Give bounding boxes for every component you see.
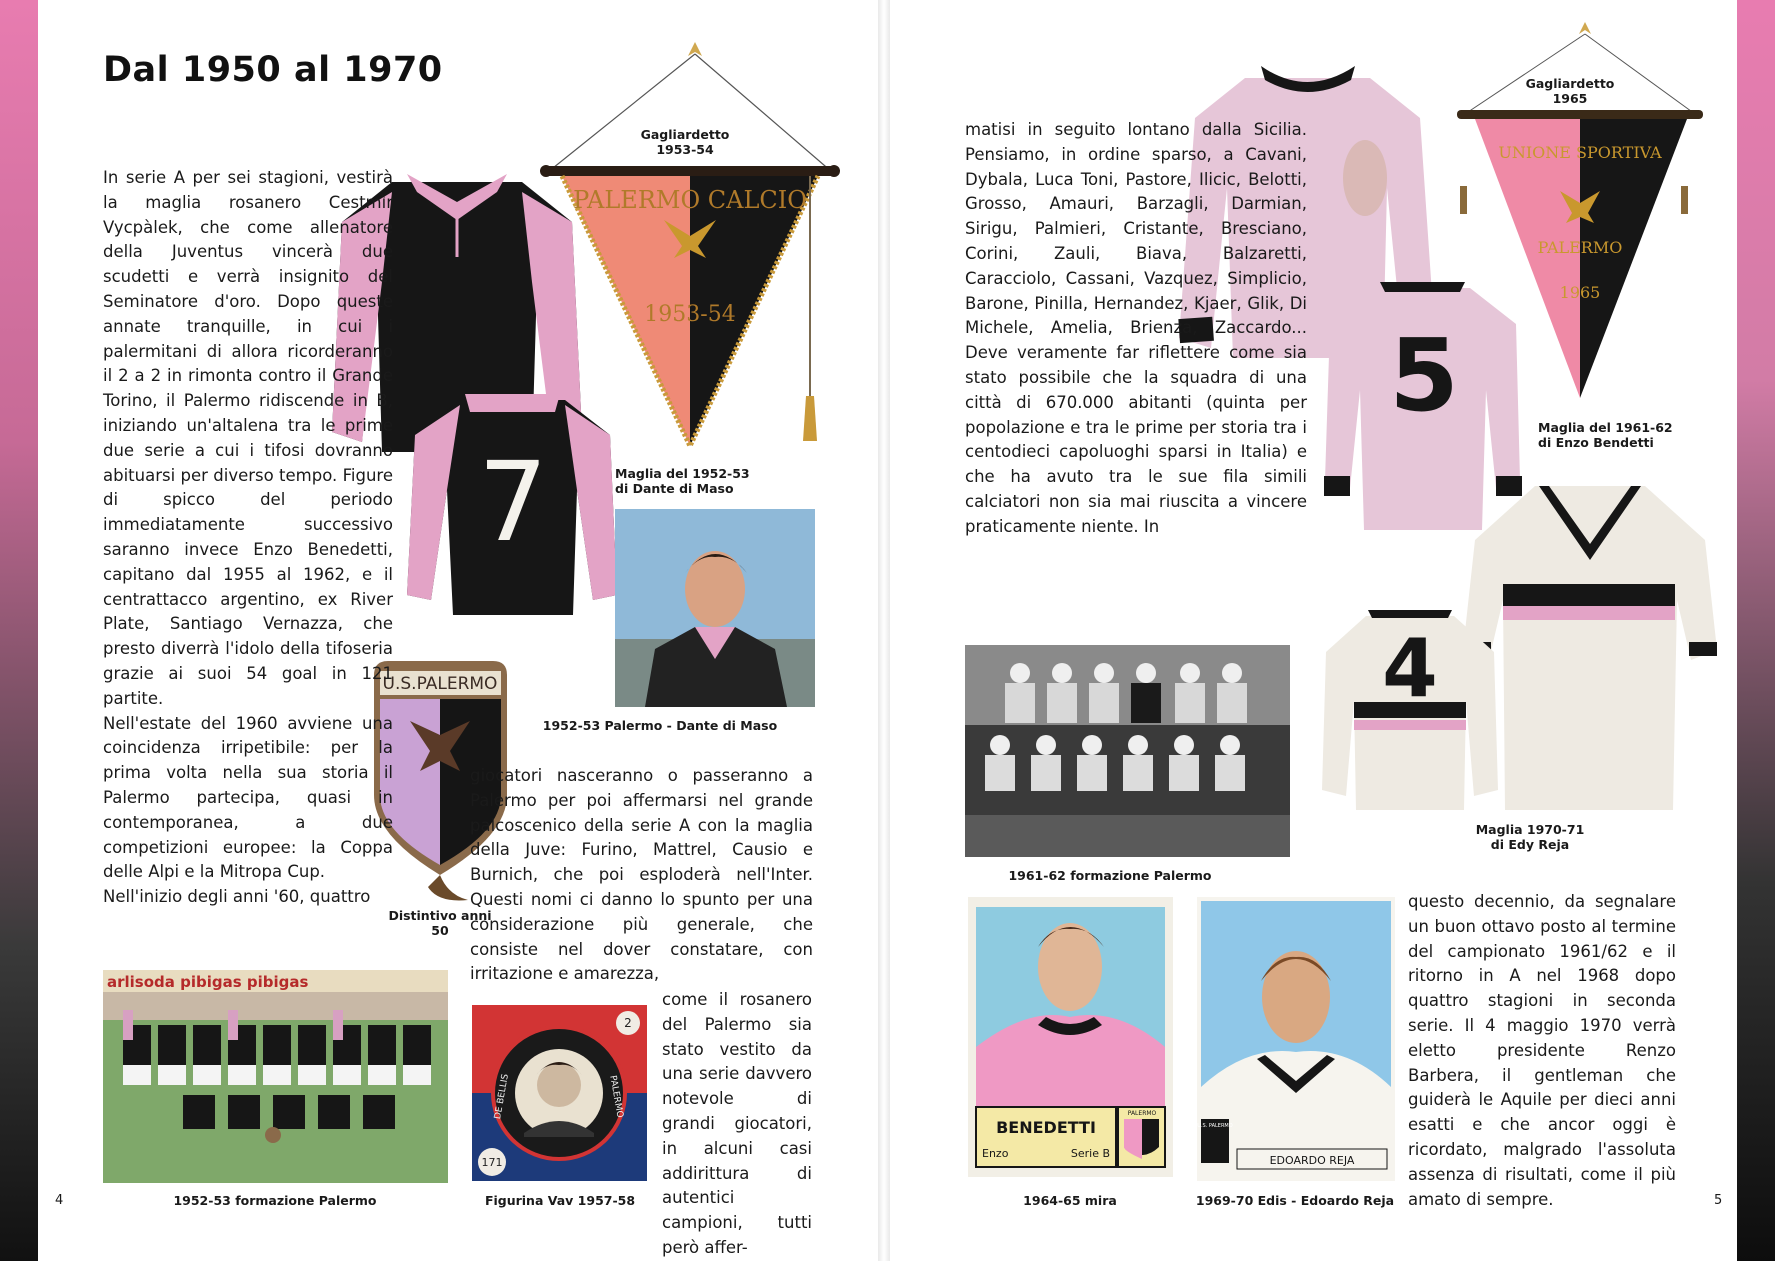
book-gutter [878,0,890,1261]
caption-pennant-1953: Gagliardetto 1953-54 [640,127,730,157]
shirt-1970-back-image [1318,610,1503,810]
text-left-column-2: giocatori nasceranno o passeranno a Palermo per poi affermarsi nel grande palcoscenico della serie A con la maglia della Juve: Furino, Mattrel, Causio e Burnich, che poi esploderà nell'Inter. Questi nomi ci danno lo spunto per una considerazione più generale, che consiste nel dover constatare, con irritazione e amarezza, [470,766,813,984]
badge-text: U.S.PALERMO [382,674,498,694]
text-left-column-3: come il rosanero del Palermo sia stato vestito da una serie davvero notevole di grandi giocatori, in alcuni casi addirittura di autentici campioni, tutti però affer- [662,990,812,1257]
caption-sticker-edis: 1969-70 Edis - Edoardo Reja [1195,1193,1395,1208]
sticker-vav-top-number: 2 [624,1016,632,1030]
text-left-para-3: Nell'inizio degli anni '60, quattro [103,887,371,907]
caption-sticker-vav: Figurina Vav 1957-58 [484,1193,636,1208]
pennant-1953-year-text: 1953-54 [644,302,736,327]
caption-shirt-1970: Maglia 1970-71 di Edy Reja [1475,822,1585,852]
text-right-column-1: matisi in seguito lontano dalla Sicilia. Pensiamo, in ordine sparso, a Cavani, Dybala, Luca Toni, Pastore, Ilicic, Belotti, Grosso, Amauri, Barzagli, Darmian, Sirigu, Palmieri, Cristante, Bresciano, Corini, Zauli, Biava, Balzaretti, Caracciolo, Cassani, Vazquez, Simplicio, Barone, Pinilla, Hernandez, Kjaer, Glik, Di Michele, Amelia, Brienza, Zaccardo... Deve veramente far riflettere come sia stato possibile che la squadra di una città di 670.000 abitanti (quinta per popolazione e tra le prime per storia tra i centodieci capoluoghi sparsi in Italia) e che ha avuto tra le sue fila simili calciatori non sia mai riuscita a vincere praticamente niente. In [965,120,1307,536]
text-right-column-2: questo decennio, da segnalare un buon ottavo posto al termine del campionato 1961/62 e il ritorno in A nel 1968 dopo quattro stagioni in seconda serie. Il 4 maggio 1970 verrà eletto presidente Renzo Barbera, il gentleman che guiderà le Aquile per dieci anni esatti e che ancor oggi è ricordato, malgrado l'assoluta assenza di risultati, come il più amato di sempre. [1408,892,1676,1209]
sticker-vav-ring-right: PALERMO [607,1074,625,1119]
pennant-1953-top-text: PALERMO CALCIO [573,186,807,214]
shirt-1952-number: 7 [478,438,548,566]
sticker-vav-ring-left: DE BELLIS [493,1073,511,1121]
page-number-right: 5 [1714,1193,1723,1208]
page-title: Dal 1950 al 1970 [103,50,443,90]
text-left-column-1 [103,166,393,910]
sticker-edis-1969 [1197,897,1395,1181]
pennant-1965-top-text: UNIONE SPORTIVA [1498,143,1662,162]
right-edge-stripe [1737,0,1775,1261]
left-edge-stripe [0,0,38,1261]
sticker-vav-1957 [472,1005,647,1181]
sticker-mira-first-name: Enzo [982,1147,1009,1160]
page-number-left: 4 [55,1193,64,1208]
sticker-mira-1964 [968,897,1173,1177]
caption-team-photo-1952: 1952-53 formazione Palermo [173,1193,377,1208]
sticker-mira-league: Serie B [1070,1147,1110,1160]
text-left-para-2: Nell'estate del 1960 avviene una coincidenza irripetibile: per la prima volta nella sua storia il Palermo partecipa, quasi in contemporanea, a due competizioni europee: la Coppa delle Alpi e la Mitropa Cup. [103,713,393,882]
caption-shirt-1952: Maglia del 1952-53 di Dante di Maso [615,466,750,496]
sticker-mira-badge: PALERMO [1127,1110,1157,1117]
shirt-1970-number: 4 [1382,622,1438,715]
caption-sticker-mira: 1964-65 mira [1023,1193,1117,1208]
caption-shirt-1961: Maglia del 1961-62 di Enzo Bendetti [1538,420,1673,450]
sticker-mira-name: BENEDETTI [996,1118,1096,1137]
team-photo-1952-banner: arlisoda pibigas pibigas [107,973,309,991]
shirt-1961-number: 5 [1389,317,1459,434]
caption-pennant-1965: Gagliardetto 1965 [1525,76,1615,106]
text-left-para-1: In serie A per sei stagioni, vestirà la maglia rosanero Cestmìr Vycpàlek, che come allenatore della Juventus vincerà due scudetti e verrà insignito del Seminatore d'oro. Dopo queste annate tranquille, in cui i palermitani di allora ricorderanno il 2 a 2 in rimonta contro il Grande Torino, il Palermo ridiscende in B, iniziando un'altalena tra le prime due serie a cui i tifosi dovranno abituarsi per diverso tempo. Figure di spicco del periodo immediatamente successivo saranno invece Enzo Benedetti, capitano dal 1955 al 1962, e il centrattacco argentino, ex River Plate, Santiago Vernazza, che presto diverrà l'idolo della tifoseria grazie ai suoi 54 goal in 121 partite. [103,168,393,708]
dante-di-maso-portrait [615,509,815,707]
team-photo-1952 [103,970,448,1183]
sticker-edis-name: EDOARDO REJA [1269,1154,1355,1167]
caption-portrait-dante: 1952-53 Palermo - Dante di Maso [542,718,778,733]
team-photo-1961 [965,645,1290,857]
shirt-1952-back-image [405,390,620,620]
sticker-vav-bottom-number: 171 [481,1156,503,1169]
pennant-1965-year-text: 1965 [1559,283,1601,302]
pennant-1965-middle-text: PALERMO [1537,238,1623,257]
caption-team-photo-1961: 1961-62 formazione Palermo [1008,868,1212,883]
caption-badge: Distintivo anni 50 [388,908,492,938]
sticker-edis-badge: U.S. PALERMO [1197,1123,1233,1129]
